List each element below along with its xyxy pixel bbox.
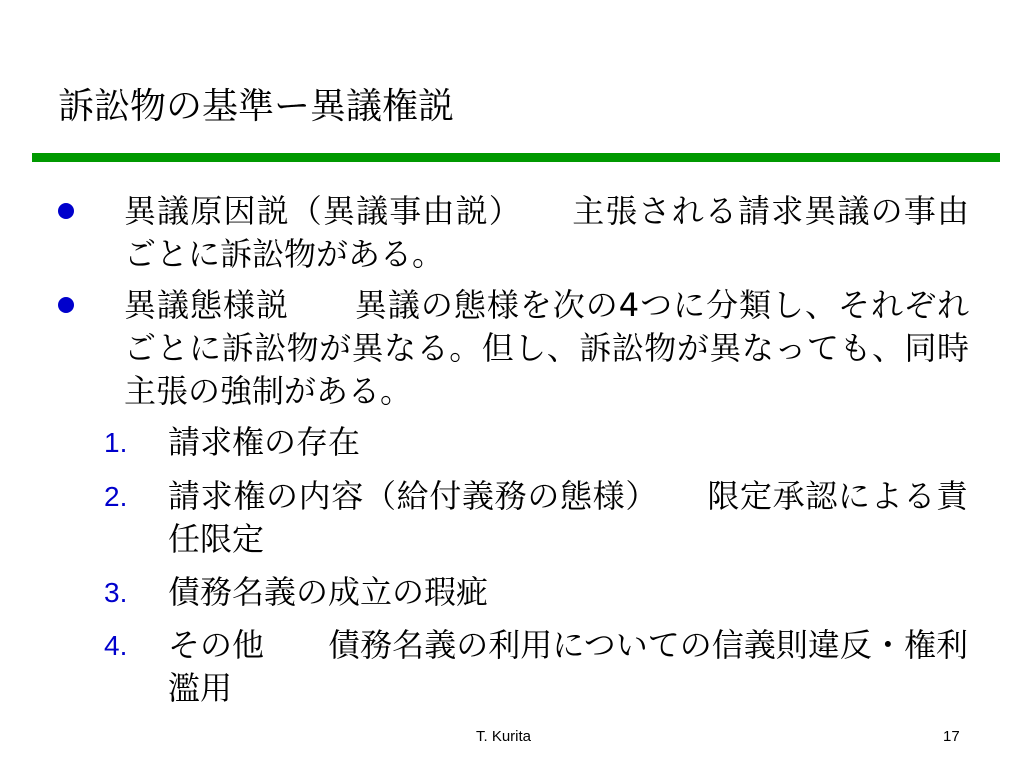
list-number: 4. — [104, 630, 128, 661]
title-divider — [32, 153, 1000, 162]
list-item-text: 請求権の存在 — [168, 423, 361, 461]
bullet-text: 異議原因説（異議事由説） 主張される請求異議の事由ごとに訴訟物がある。 — [124, 192, 969, 273]
list-number: 3. — [104, 577, 128, 608]
footer-author: T. Kurita — [476, 728, 532, 745]
bullet-icon — [58, 203, 74, 219]
page-number: 17 — [943, 728, 960, 745]
list-item-text: 請求権の内容（給付義務の態様） 限定承認による責任限定 — [168, 477, 968, 558]
slide-title: 訴訟物の基準ー異議権説 — [58, 86, 455, 127]
list-item-text: 債務名義の成立の瑕疵 — [168, 573, 489, 611]
list-number: 2. — [104, 481, 128, 512]
bullet-text: 異議態様説 異議の態様を次の4つに分類し、それぞれごとに訴訟物が異なる。但し、訴訟物が異なっても、同時主張の強制がある。 — [124, 286, 969, 410]
list-item-text: その他 債務名義の利用についての信義則違反・権利濫用 — [168, 626, 968, 707]
bullet-icon — [58, 297, 74, 313]
list-number: 1. — [104, 427, 128, 458]
